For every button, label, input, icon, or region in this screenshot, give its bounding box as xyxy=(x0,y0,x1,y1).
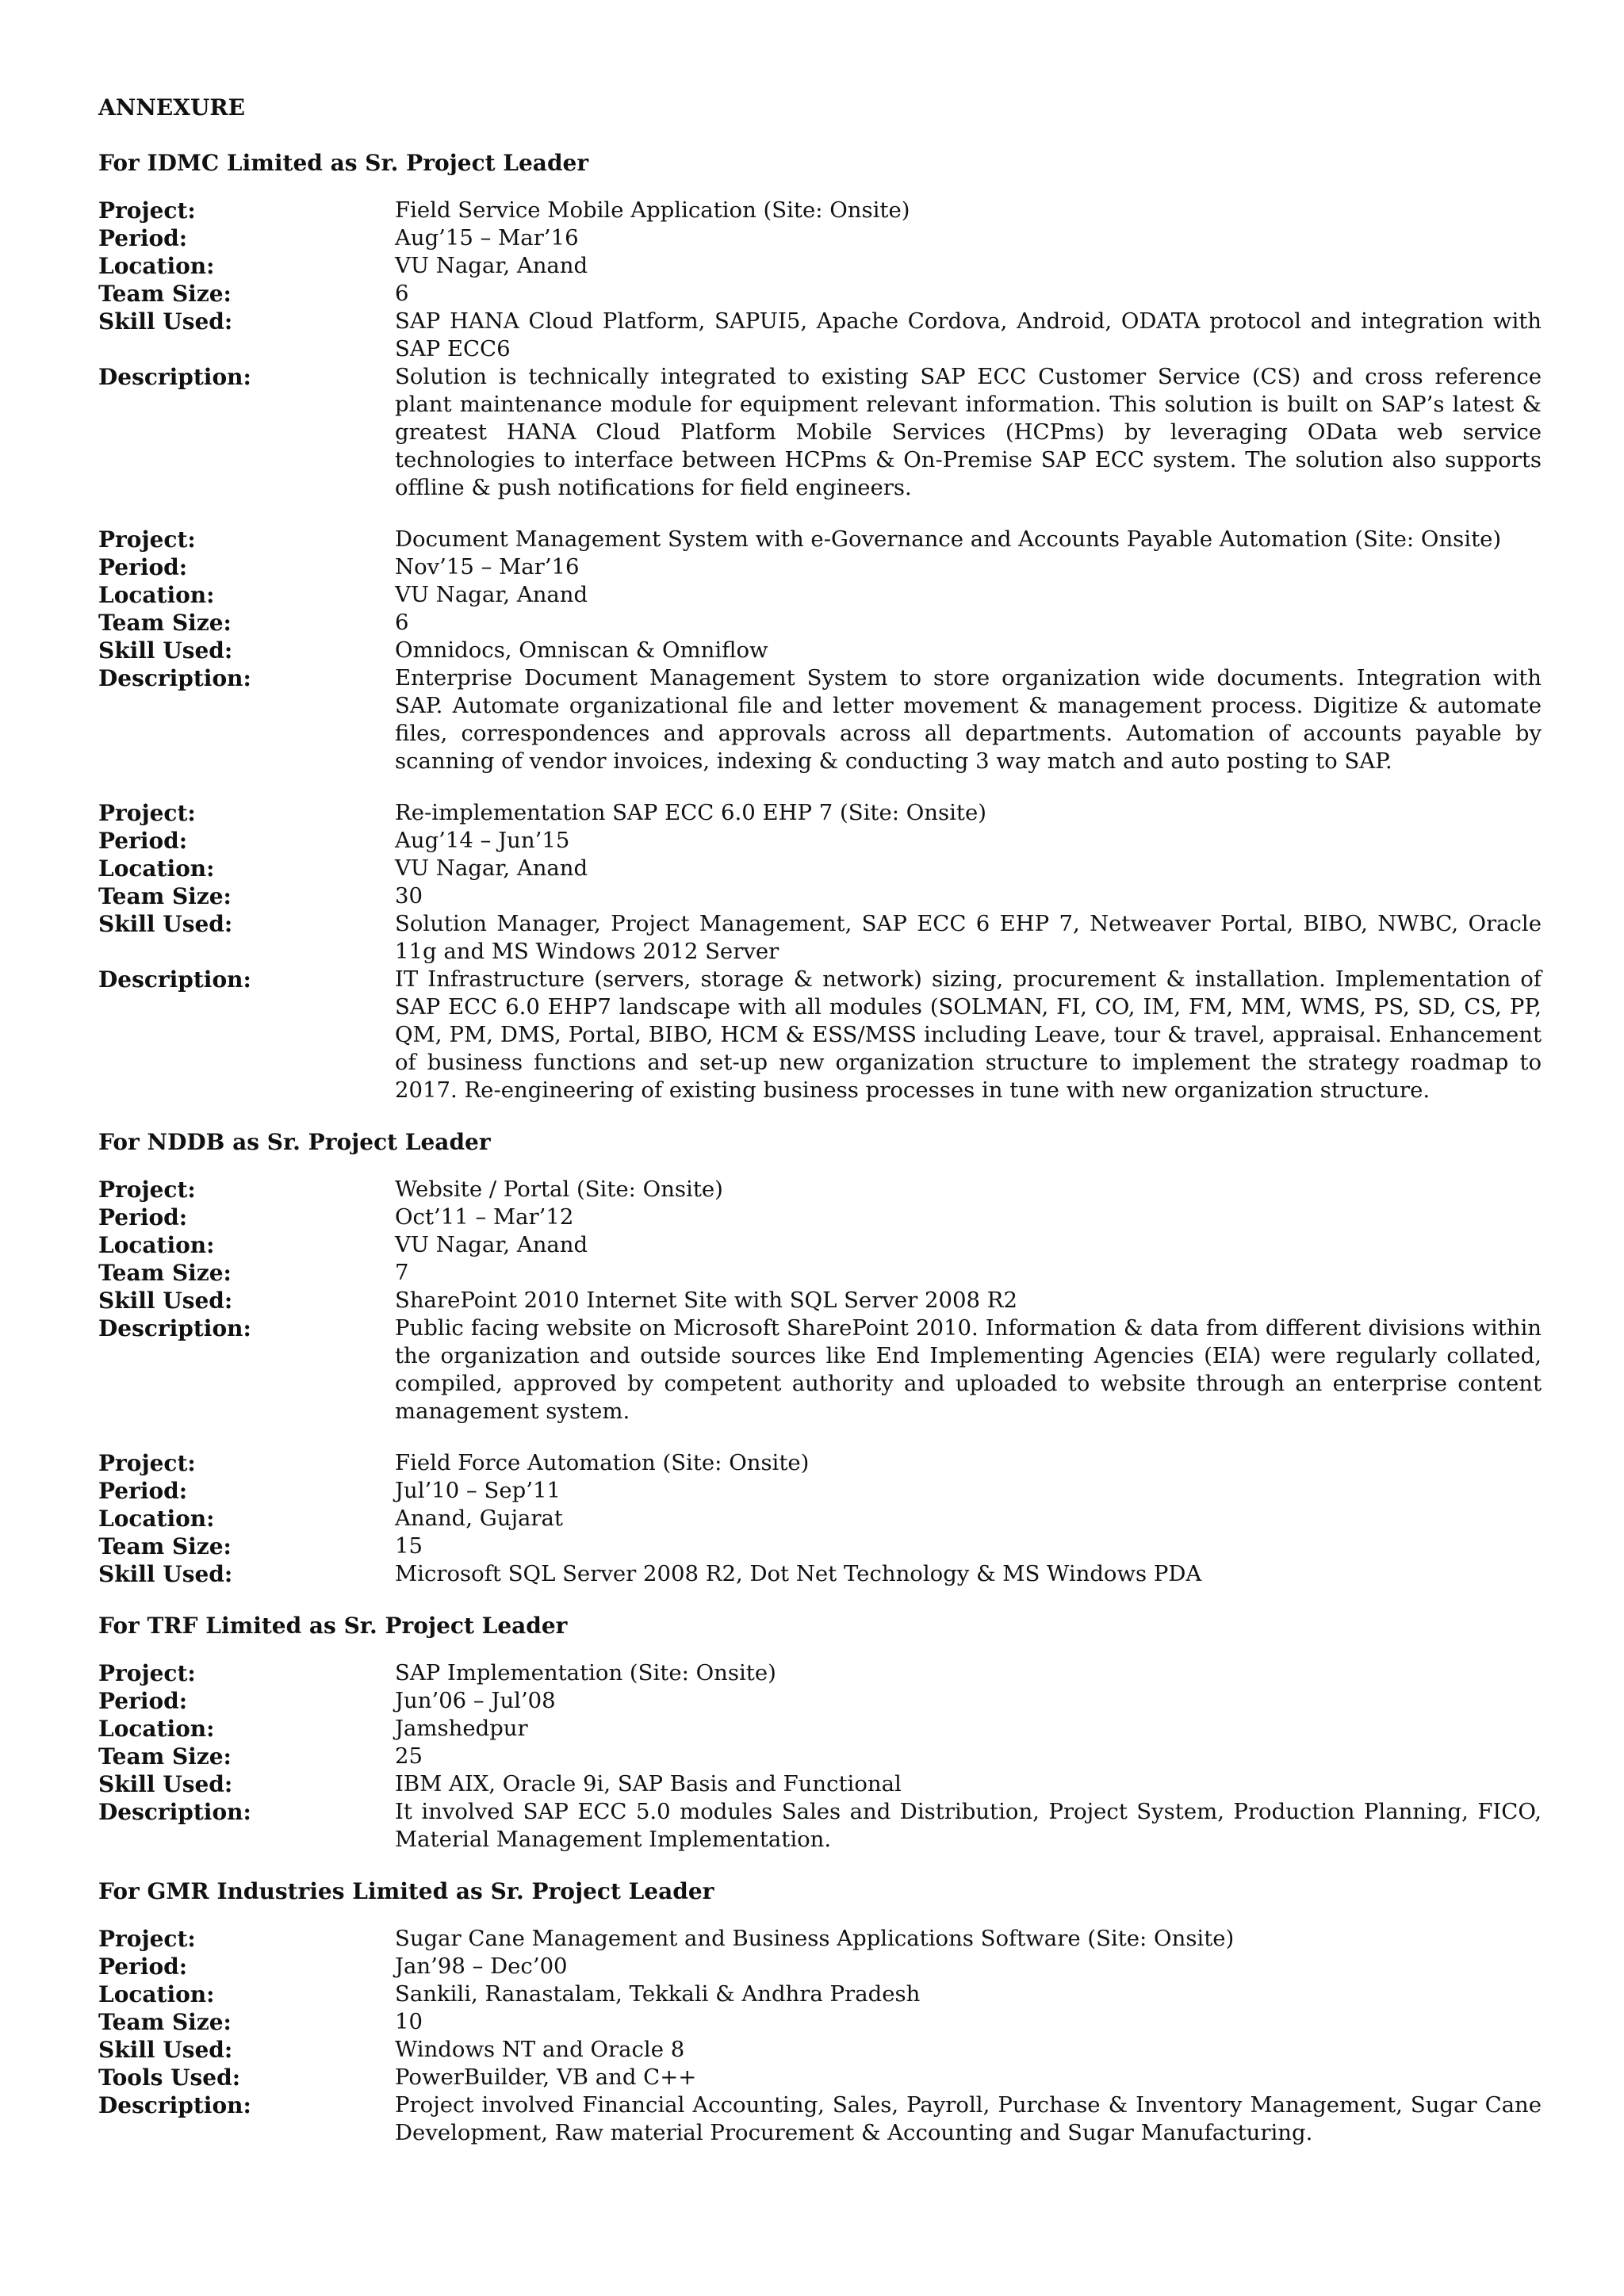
document-title: ANNEXURE xyxy=(98,94,246,121)
field-label: Period: xyxy=(98,1478,188,1504)
field-label: Period: xyxy=(98,225,188,251)
field-value: Aug’15 – Mar’16 xyxy=(395,225,579,251)
field-value: IT Infrastructure (servers, storage & network) sizing, procurement & installation. Implementation of SAP ECC 6.0 EHP7 landscape with all modules (SOLMAN, FI, CO, IM, FM, MM, WMS, PS, SD, CS, PP, QM, PM, DMS, Portal, BIBO, HCM & ESS/MSS including Leave, tour & travel, appraisal. Enhancement of business functions and set-up new organization structure to implement the strategy roadmap to 2017. Re-engineering of existing business processes in tune with new organization structure. xyxy=(395,966,1542,1103)
field-label: Description: xyxy=(98,665,251,691)
project-entry xyxy=(98,1659,1542,1854)
field-value: VU Nagar, Anand xyxy=(395,582,588,607)
field-row-team-size xyxy=(98,1259,1542,1287)
field-row-project xyxy=(98,1659,1542,1687)
field-row-team-size xyxy=(98,882,1542,910)
project-entry xyxy=(98,799,1542,1104)
field-value: 10 xyxy=(395,2009,423,2034)
field-row-team-size xyxy=(98,2008,1542,2036)
field-value: Project involved Financial Accounting, Sales, Payroll, Purchase & Inventory Management, Sugar Cane Development, Raw material Procurement & Accounting and Sugar Manufacturing. xyxy=(395,2092,1542,2145)
field-value: VU Nagar, Anand xyxy=(395,855,588,881)
field-row-period xyxy=(98,224,1542,252)
field-label: Period: xyxy=(98,1954,188,1980)
field-value: Website / Portal (Site: Onsite) xyxy=(395,1177,723,1202)
field-row-skill-used xyxy=(98,1560,1542,1588)
employer-section xyxy=(98,1128,1542,1588)
project-entry xyxy=(98,526,1542,775)
field-value: VU Nagar, Anand xyxy=(395,1232,588,1257)
field-value: Microsoft SQL Server 2008 R2, Dot Net Technology & MS Windows PDA xyxy=(395,1561,1202,1586)
field-label: Skill Used: xyxy=(98,1288,233,1314)
field-row-location xyxy=(98,252,1542,280)
field-label: Skill Used: xyxy=(98,1561,233,1587)
field-row-project xyxy=(98,799,1542,827)
field-value: 7 xyxy=(395,1260,409,1285)
employer-section xyxy=(98,1877,1542,2147)
field-value: SharePoint 2010 Internet Site with SQL Server 2008 R2 xyxy=(395,1288,1017,1313)
field-row-skill-used xyxy=(98,637,1542,664)
employer-section xyxy=(98,1612,1542,1854)
field-value: Re-implementation SAP ECC 6.0 EHP 7 (Site: Onsite) xyxy=(395,800,986,825)
field-value: SAP Implementation (Site: Onsite) xyxy=(395,1660,776,1686)
field-row-location xyxy=(98,581,1542,609)
project-entry xyxy=(98,1176,1542,1425)
field-value: Oct’11 – Mar’12 xyxy=(395,1204,574,1230)
field-label: Description: xyxy=(98,2092,251,2118)
field-value: VU Nagar, Anand xyxy=(395,253,588,278)
field-value: IBM AIX, Oracle 9i, SAP Basis and Functional xyxy=(395,1771,902,1797)
field-label: Period: xyxy=(98,1204,188,1230)
field-value: Sugar Cane Management and Business Applications Software (Site: Onsite) xyxy=(395,1926,1235,1951)
section-heading: For GMR Industries Limited as Sr. Project Leader xyxy=(98,1878,714,1904)
field-label: Team Size: xyxy=(98,883,232,909)
field-label: Location: xyxy=(98,582,215,608)
field-label: Project: xyxy=(98,1450,196,1476)
field-value: 15 xyxy=(395,1533,423,1559)
field-label: Tools Used: xyxy=(98,2064,241,2091)
field-label: Team Size: xyxy=(98,1260,232,1286)
field-label: Project: xyxy=(98,526,196,553)
field-label: Project: xyxy=(98,800,196,826)
field-label: Skill Used: xyxy=(98,1771,233,1797)
field-row-project xyxy=(98,526,1542,553)
field-row-team-size xyxy=(98,1743,1542,1770)
field-value: 30 xyxy=(395,883,423,909)
field-row-skill-used xyxy=(98,1287,1542,1314)
field-row-location xyxy=(98,1715,1542,1743)
section-heading: For IDMC Limited as Sr. Project Leader xyxy=(98,150,589,176)
field-row-team-size xyxy=(98,609,1542,637)
field-row-skill-used xyxy=(98,2036,1542,2064)
field-label: Project: xyxy=(98,1660,196,1686)
field-value: Jamshedpur xyxy=(395,1716,528,1741)
field-label: Team Size: xyxy=(98,2009,232,2035)
field-value: 6 xyxy=(395,610,409,635)
field-row-period xyxy=(98,1203,1542,1231)
field-value: 25 xyxy=(395,1743,423,1769)
field-label: Team Size: xyxy=(98,1533,232,1559)
field-label: Skill Used: xyxy=(98,308,233,335)
field-row-period xyxy=(98,553,1542,581)
field-row-description xyxy=(98,1314,1542,1425)
field-row-location xyxy=(98,1231,1542,1259)
field-label: Project: xyxy=(98,1926,196,1952)
field-value: Jan’98 – Dec’00 xyxy=(395,1954,568,1979)
field-value: Enterprise Document Management System to store organization wide documents. Integration with SAP. Automate organizational file and letter movement & management process. Digitize & automate files, correspondences and approvals across all departments. Automation of accounts payable by scanning of vendor invoices, indexing & conducting 3 way match and auto posting to SAP. xyxy=(395,665,1542,774)
field-label: Skill Used: xyxy=(98,637,233,664)
field-label: Period: xyxy=(98,828,188,854)
field-label: Location: xyxy=(98,1506,215,1532)
field-value: Public facing website on Microsoft SharePoint 2010. Information & data from different divisions within the organization and outside sources like End Implementing Agencies (EIA) were regularly collated, compiled, approved by competent authority and uploaded to website through an enterprise content management system. xyxy=(395,1315,1542,1424)
project-entry xyxy=(98,197,1542,502)
field-label: Period: xyxy=(98,554,188,580)
field-value: Nov’15 – Mar’16 xyxy=(395,554,580,580)
field-value: Omnidocs, Omniscan & Omniflow xyxy=(395,637,768,663)
project-entry xyxy=(98,1925,1542,2147)
field-row-skill-used xyxy=(98,308,1542,363)
sections-container xyxy=(98,149,1542,2147)
project-entry xyxy=(98,1449,1542,1588)
field-value: SAP HANA Cloud Platform, SAPUI5, Apache Cordova, Android, ODATA protocol and integration with SAP ECC6 xyxy=(395,308,1542,362)
field-value: Aug’14 – Jun’15 xyxy=(395,828,570,853)
field-row-period xyxy=(98,827,1542,855)
field-value: Sankili, Ranastalam, Tekkali & Andhra Pradesh xyxy=(395,1981,921,2007)
field-label: Team Size: xyxy=(98,281,232,307)
field-label: Skill Used: xyxy=(98,911,233,937)
section-heading: For TRF Limited as Sr. Project Leader xyxy=(98,1613,568,1639)
field-row-period xyxy=(98,1953,1542,1980)
field-label: Skill Used: xyxy=(98,2037,233,2063)
section-heading: For NDDB as Sr. Project Leader xyxy=(98,1129,491,1155)
field-value: 6 xyxy=(395,281,409,306)
field-row-description xyxy=(98,363,1542,502)
field-row-tools-used xyxy=(98,2064,1542,2091)
field-label: Description: xyxy=(98,1315,251,1341)
field-label: Project: xyxy=(98,1177,196,1203)
field-value: Field Force Automation (Site: Onsite) xyxy=(395,1450,810,1475)
field-label: Description: xyxy=(98,1799,251,1825)
field-row-project xyxy=(98,1176,1542,1203)
annexure-page xyxy=(98,94,1542,2171)
employer-section xyxy=(98,149,1542,1104)
field-label: Location: xyxy=(98,1232,215,1258)
field-label: Period: xyxy=(98,1688,188,1714)
field-label: Location: xyxy=(98,855,215,882)
field-label: Team Size: xyxy=(98,1743,232,1770)
field-row-team-size xyxy=(98,1533,1542,1560)
field-value: Jul’10 – Sep’11 xyxy=(395,1478,561,1503)
field-label: Team Size: xyxy=(98,610,232,636)
field-label: Location: xyxy=(98,1981,215,2007)
field-row-team-size xyxy=(98,280,1542,308)
field-row-location xyxy=(98,855,1542,882)
field-row-description xyxy=(98,2091,1542,2147)
field-value: Document Management System with e-Governance and Accounts Payable Automation (Site: Onsite) xyxy=(395,526,1502,552)
field-value: Jun’06 – Jul’08 xyxy=(395,1688,556,1713)
field-label: Location: xyxy=(98,253,215,279)
field-label: Description: xyxy=(98,364,251,390)
field-value: Anand, Gujarat xyxy=(395,1506,563,1531)
field-value: Solution is technically integrated to existing SAP ECC Customer Service (CS) and cross reference plant maintenance module for equipment relevant information. This solution is built on SAP’s latest & greatest HANA Cloud Platform Mobile Services (HCPms) by leveraging OData web service technologies to interface between HCPms & On-Premise SAP ECC system. The solution also supports offline & push notifications for field engineers. xyxy=(395,364,1542,500)
field-row-project xyxy=(98,197,1542,224)
field-row-project xyxy=(98,1449,1542,1477)
field-row-project xyxy=(98,1925,1542,1953)
field-value: PowerBuilder, VB and C++ xyxy=(395,2064,697,2090)
field-label: Project: xyxy=(98,197,196,224)
field-value: Solution Manager, Project Management, SAP ECC 6 EHP 7, Netweaver Portal, BIBO, NWBC, Oracle 11g and MS Windows 2012 Server xyxy=(395,911,1542,964)
field-value: Windows NT and Oracle 8 xyxy=(395,2037,685,2062)
field-row-description xyxy=(98,966,1542,1104)
field-row-description xyxy=(98,664,1542,775)
field-label: Description: xyxy=(98,966,251,993)
field-row-skill-used xyxy=(98,910,1542,966)
field-row-skill-used xyxy=(98,1770,1542,1798)
field-row-location xyxy=(98,1505,1542,1533)
field-label: Location: xyxy=(98,1716,215,1742)
field-value: Field Service Mobile Application (Site: Onsite) xyxy=(395,197,910,223)
field-row-period xyxy=(98,1687,1542,1715)
field-row-period xyxy=(98,1477,1542,1505)
field-value: It involved SAP ECC 5.0 modules Sales and Distribution, Project System, Production Planning, FICO, Material Management Implementation. xyxy=(395,1799,1542,1852)
field-row-description xyxy=(98,1798,1542,1854)
field-row-location xyxy=(98,1980,1542,2008)
